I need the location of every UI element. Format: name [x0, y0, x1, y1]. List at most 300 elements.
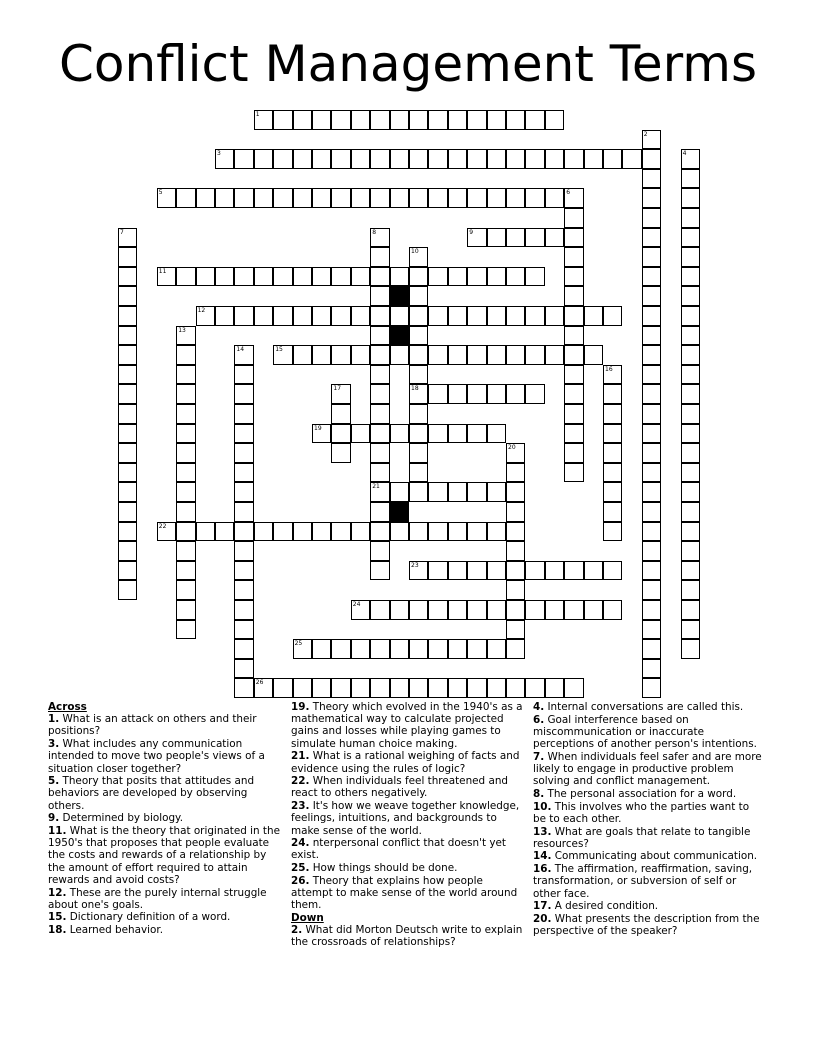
grid-cell[interactable] [234, 188, 253, 208]
grid-cell[interactable] [487, 188, 506, 208]
grid-cell[interactable] [312, 424, 331, 444]
grid-cell[interactable] [351, 522, 370, 542]
grid-cell[interactable] [564, 424, 583, 444]
grid-cell[interactable] [390, 110, 409, 130]
grid-cell[interactable] [331, 149, 350, 169]
grid-cell[interactable] [681, 443, 700, 463]
grid-cell[interactable] [331, 188, 350, 208]
grid-cell[interactable] [351, 345, 370, 365]
grid-cell[interactable] [506, 580, 525, 600]
grid-cell[interactable] [448, 482, 467, 502]
grid-cell[interactable] [409, 443, 428, 463]
grid-cell[interactable] [564, 463, 583, 483]
grid-cell[interactable] [467, 228, 486, 248]
grid-cell[interactable] [234, 541, 253, 561]
grid-cell[interactable] [409, 188, 428, 208]
grid-cell[interactable] [157, 522, 176, 542]
grid-cell[interactable] [642, 345, 661, 365]
grid-cell[interactable] [409, 306, 428, 326]
grid-cell[interactable] [351, 267, 370, 287]
grid-cell[interactable] [506, 267, 525, 287]
grid-cell[interactable] [642, 228, 661, 248]
grid-cell[interactable] [176, 267, 195, 287]
grid-cell[interactable] [293, 110, 312, 130]
grid-cell[interactable] [681, 463, 700, 483]
grid-cell[interactable] [118, 306, 137, 326]
grid-cell[interactable] [351, 188, 370, 208]
grid-cell[interactable] [681, 247, 700, 267]
grid-cell[interactable] [564, 404, 583, 424]
grid-cell[interactable] [603, 561, 622, 581]
grid-cell[interactable] [642, 267, 661, 287]
grid-cell[interactable] [603, 306, 622, 326]
grid-cell[interactable] [351, 424, 370, 444]
grid-cell[interactable] [118, 326, 137, 346]
grid-cell[interactable] [487, 110, 506, 130]
grid-cell[interactable] [642, 463, 661, 483]
grid-cell[interactable] [370, 365, 389, 385]
grid-cell[interactable] [681, 522, 700, 542]
grid-cell[interactable] [545, 110, 564, 130]
grid-cell[interactable] [506, 345, 525, 365]
grid-cell[interactable] [273, 306, 292, 326]
grid-cell[interactable] [506, 306, 525, 326]
grid-cell[interactable] [370, 600, 389, 620]
grid-cell[interactable] [525, 228, 544, 248]
grid-cell[interactable] [428, 110, 447, 130]
grid-cell[interactable] [118, 463, 137, 483]
grid-cell[interactable] [681, 188, 700, 208]
grid-cell[interactable] [428, 188, 447, 208]
grid-cell[interactable] [118, 482, 137, 502]
grid-cell[interactable] [506, 384, 525, 404]
grid-cell[interactable] [273, 267, 292, 287]
grid-cell[interactable] [157, 188, 176, 208]
grid-cell[interactable] [564, 678, 583, 698]
grid-cell[interactable] [312, 267, 331, 287]
grid-cell[interactable] [506, 228, 525, 248]
grid-cell[interactable] [390, 306, 409, 326]
grid-cell[interactable] [642, 659, 661, 679]
grid-cell[interactable] [681, 326, 700, 346]
grid-cell[interactable] [118, 404, 137, 424]
grid-cell[interactable] [467, 424, 486, 444]
grid-cell[interactable] [487, 345, 506, 365]
grid-cell[interactable] [390, 482, 409, 502]
grid-cell[interactable] [642, 326, 661, 346]
grid-cell[interactable] [370, 110, 389, 130]
grid-cell[interactable] [448, 188, 467, 208]
grid-cell[interactable] [681, 384, 700, 404]
grid-cell[interactable] [681, 541, 700, 561]
grid-cell[interactable] [370, 228, 389, 248]
grid-cell[interactable] [681, 208, 700, 228]
grid-cell[interactable] [331, 639, 350, 659]
grid-cell[interactable] [564, 286, 583, 306]
grid-cell[interactable] [176, 600, 195, 620]
grid-cell[interactable] [642, 208, 661, 228]
grid-cell[interactable] [390, 345, 409, 365]
grid-cell[interactable] [487, 267, 506, 287]
grid-cell[interactable] [390, 149, 409, 169]
grid-cell[interactable] [506, 620, 525, 640]
grid-cell[interactable] [564, 247, 583, 267]
grid-cell[interactable] [176, 326, 195, 346]
grid-cell[interactable] [506, 502, 525, 522]
grid-cell[interactable] [370, 267, 389, 287]
grid-cell[interactable] [467, 482, 486, 502]
grid-cell[interactable] [525, 188, 544, 208]
grid-cell[interactable] [642, 149, 661, 169]
grid-cell[interactable] [409, 600, 428, 620]
grid-cell[interactable] [331, 110, 350, 130]
grid-cell[interactable] [176, 561, 195, 581]
grid-cell[interactable] [215, 522, 234, 542]
grid-cell[interactable] [642, 580, 661, 600]
grid-cell[interactable] [564, 326, 583, 346]
grid-cell[interactable] [331, 384, 350, 404]
grid-cell[interactable] [487, 678, 506, 698]
grid-cell[interactable] [118, 384, 137, 404]
grid-cell[interactable] [487, 149, 506, 169]
grid-cell[interactable] [254, 267, 273, 287]
grid-cell[interactable] [176, 188, 195, 208]
grid-cell[interactable] [196, 188, 215, 208]
grid-cell[interactable] [331, 678, 350, 698]
grid-cell[interactable] [506, 463, 525, 483]
grid-cell[interactable] [467, 345, 486, 365]
grid-cell[interactable] [681, 600, 700, 620]
grid-cell[interactable] [234, 659, 253, 679]
grid-cell[interactable] [506, 110, 525, 130]
grid-cell[interactable] [351, 600, 370, 620]
grid-cell[interactable] [564, 306, 583, 326]
grid-cell[interactable] [428, 424, 447, 444]
grid-cell[interactable] [487, 228, 506, 248]
grid-cell[interactable] [467, 522, 486, 542]
grid-cell[interactable] [234, 149, 253, 169]
grid-cell[interactable] [467, 600, 486, 620]
grid-cell[interactable] [176, 522, 195, 542]
grid-cell[interactable] [409, 522, 428, 542]
grid-cell[interactable] [273, 110, 292, 130]
grid-cell[interactable] [273, 678, 292, 698]
grid-cell[interactable] [196, 306, 215, 326]
grid-cell[interactable] [525, 345, 544, 365]
grid-cell[interactable] [642, 424, 661, 444]
grid-cell[interactable] [564, 365, 583, 385]
grid-cell[interactable] [487, 482, 506, 502]
grid-cell[interactable] [603, 149, 622, 169]
grid-cell[interactable] [390, 600, 409, 620]
grid-cell[interactable] [196, 522, 215, 542]
grid-cell[interactable] [467, 188, 486, 208]
grid-cell[interactable] [506, 188, 525, 208]
grid-cell[interactable] [642, 620, 661, 640]
grid-cell[interactable] [370, 463, 389, 483]
grid-cell[interactable] [448, 149, 467, 169]
grid-cell[interactable] [506, 600, 525, 620]
grid-cell[interactable] [176, 541, 195, 561]
grid-cell[interactable] [234, 639, 253, 659]
grid-cell[interactable] [642, 130, 661, 150]
grid-cell[interactable] [448, 424, 467, 444]
grid-cell[interactable] [642, 188, 661, 208]
grid-cell[interactable] [603, 404, 622, 424]
grid-cell[interactable] [293, 149, 312, 169]
grid-cell[interactable] [564, 345, 583, 365]
grid-cell[interactable] [234, 522, 253, 542]
grid-cell[interactable] [370, 188, 389, 208]
grid-cell[interactable] [215, 188, 234, 208]
grid-cell[interactable] [215, 306, 234, 326]
grid-cell[interactable] [448, 522, 467, 542]
grid-cell[interactable] [487, 306, 506, 326]
grid-cell[interactable] [681, 580, 700, 600]
grid-cell[interactable] [409, 424, 428, 444]
grid-cell[interactable] [545, 188, 564, 208]
grid-cell[interactable] [642, 247, 661, 267]
grid-cell[interactable] [118, 443, 137, 463]
grid-cell[interactable] [293, 522, 312, 542]
grid-cell[interactable] [118, 541, 137, 561]
grid-cell[interactable] [390, 424, 409, 444]
grid-cell[interactable] [409, 404, 428, 424]
grid-cell[interactable] [564, 267, 583, 287]
grid-cell[interactable] [293, 188, 312, 208]
grid-cell[interactable] [428, 522, 447, 542]
grid-cell[interactable] [681, 404, 700, 424]
grid-cell[interactable] [312, 522, 331, 542]
grid-cell[interactable] [254, 306, 273, 326]
grid-cell[interactable] [312, 639, 331, 659]
grid-cell[interactable] [506, 541, 525, 561]
grid-cell[interactable] [331, 443, 350, 463]
grid-cell[interactable] [351, 306, 370, 326]
grid-cell[interactable] [370, 424, 389, 444]
grid-cell[interactable] [351, 678, 370, 698]
grid-cell[interactable] [118, 580, 137, 600]
grid-cell[interactable] [603, 424, 622, 444]
grid-cell[interactable] [176, 580, 195, 600]
grid-cell[interactable] [525, 267, 544, 287]
grid-cell[interactable] [312, 345, 331, 365]
grid-cell[interactable] [409, 365, 428, 385]
grid-cell[interactable] [603, 463, 622, 483]
grid-cell[interactable] [642, 384, 661, 404]
grid-cell[interactable] [642, 286, 661, 306]
grid-cell[interactable] [428, 561, 447, 581]
grid-cell[interactable] [409, 345, 428, 365]
grid-cell[interactable] [293, 678, 312, 698]
grid-cell[interactable] [525, 384, 544, 404]
grid-cell[interactable] [564, 561, 583, 581]
grid-cell[interactable] [118, 424, 137, 444]
grid-cell[interactable] [681, 639, 700, 659]
grid-cell[interactable] [370, 345, 389, 365]
grid-cell[interactable] [564, 149, 583, 169]
grid-cell[interactable] [370, 522, 389, 542]
grid-cell[interactable] [370, 384, 389, 404]
grid-cell[interactable] [331, 306, 350, 326]
grid-cell[interactable] [603, 600, 622, 620]
grid-cell[interactable] [312, 188, 331, 208]
grid-cell[interactable] [312, 149, 331, 169]
grid-cell[interactable] [234, 267, 253, 287]
grid-cell[interactable] [506, 561, 525, 581]
grid-cell[interactable] [681, 365, 700, 385]
grid-cell[interactable] [564, 384, 583, 404]
grid-cell[interactable] [157, 267, 176, 287]
grid-cell[interactable] [487, 600, 506, 620]
grid-cell[interactable] [564, 208, 583, 228]
grid-cell[interactable] [234, 404, 253, 424]
grid-cell[interactable] [273, 149, 292, 169]
grid-cell[interactable] [409, 639, 428, 659]
grid-cell[interactable] [603, 384, 622, 404]
grid-cell[interactable] [603, 443, 622, 463]
grid-cell[interactable] [681, 267, 700, 287]
grid-cell[interactable] [215, 149, 234, 169]
grid-cell[interactable] [584, 345, 603, 365]
grid-cell[interactable] [196, 267, 215, 287]
grid-cell[interactable] [254, 522, 273, 542]
grid-cell[interactable] [234, 678, 253, 698]
grid-cell[interactable] [545, 345, 564, 365]
grid-cell[interactable] [448, 678, 467, 698]
grid-cell[interactable] [293, 345, 312, 365]
grid-cell[interactable] [254, 678, 273, 698]
grid-cell[interactable] [564, 188, 583, 208]
grid-cell[interactable] [506, 149, 525, 169]
grid-cell[interactable] [234, 580, 253, 600]
grid-cell[interactable] [312, 306, 331, 326]
grid-cell[interactable] [390, 267, 409, 287]
grid-cell[interactable] [428, 678, 447, 698]
grid-cell[interactable] [370, 639, 389, 659]
grid-cell[interactable] [642, 443, 661, 463]
grid-cell[interactable] [234, 345, 253, 365]
grid-cell[interactable] [409, 482, 428, 502]
grid-cell[interactable] [603, 365, 622, 385]
grid-cell[interactable] [409, 247, 428, 267]
grid-cell[interactable] [584, 561, 603, 581]
grid-cell[interactable] [293, 639, 312, 659]
grid-cell[interactable] [448, 345, 467, 365]
grid-cell[interactable] [176, 384, 195, 404]
grid-cell[interactable] [448, 306, 467, 326]
grid-cell[interactable] [487, 639, 506, 659]
grid-cell[interactable] [681, 149, 700, 169]
grid-cell[interactable] [467, 639, 486, 659]
grid-cell[interactable] [584, 149, 603, 169]
grid-cell[interactable] [118, 345, 137, 365]
grid-cell[interactable] [234, 502, 253, 522]
grid-cell[interactable] [428, 267, 447, 287]
grid-cell[interactable] [584, 306, 603, 326]
grid-cell[interactable] [564, 228, 583, 248]
grid-cell[interactable] [642, 639, 661, 659]
grid-cell[interactable] [409, 561, 428, 581]
grid-cell[interactable] [176, 482, 195, 502]
grid-cell[interactable] [370, 404, 389, 424]
grid-cell[interactable] [331, 522, 350, 542]
grid-cell[interactable] [642, 365, 661, 385]
grid-cell[interactable] [467, 149, 486, 169]
grid-cell[interactable] [487, 522, 506, 542]
grid-cell[interactable] [176, 620, 195, 640]
grid-cell[interactable] [118, 286, 137, 306]
grid-cell[interactable] [409, 286, 428, 306]
grid-cell[interactable] [370, 678, 389, 698]
grid-cell[interactable] [467, 110, 486, 130]
grid-cell[interactable] [448, 110, 467, 130]
grid-cell[interactable] [467, 561, 486, 581]
grid-cell[interactable] [642, 502, 661, 522]
grid-cell[interactable] [234, 424, 253, 444]
grid-cell[interactable] [118, 502, 137, 522]
grid-cell[interactable] [467, 306, 486, 326]
grid-cell[interactable] [234, 600, 253, 620]
grid-cell[interactable] [390, 188, 409, 208]
grid-cell[interactable] [642, 482, 661, 502]
grid-cell[interactable] [487, 384, 506, 404]
grid-cell[interactable] [681, 482, 700, 502]
grid-cell[interactable] [370, 149, 389, 169]
grid-cell[interactable] [506, 678, 525, 698]
grid-cell[interactable] [331, 267, 350, 287]
grid-cell[interactable] [370, 482, 389, 502]
grid-cell[interactable] [681, 345, 700, 365]
grid-cell[interactable] [525, 110, 544, 130]
grid-cell[interactable] [642, 541, 661, 561]
grid-cell[interactable] [370, 247, 389, 267]
grid-cell[interactable] [642, 306, 661, 326]
grid-cell[interactable] [681, 502, 700, 522]
grid-cell[interactable] [118, 247, 137, 267]
grid-cell[interactable] [506, 522, 525, 542]
grid-cell[interactable] [118, 522, 137, 542]
grid-cell[interactable] [390, 639, 409, 659]
grid-cell[interactable] [273, 188, 292, 208]
grid-cell[interactable] [254, 149, 273, 169]
grid-cell[interactable] [118, 228, 137, 248]
grid-cell[interactable] [642, 561, 661, 581]
grid-cell[interactable] [603, 482, 622, 502]
grid-cell[interactable] [428, 149, 447, 169]
grid-cell[interactable] [642, 522, 661, 542]
grid-cell[interactable] [176, 424, 195, 444]
grid-cell[interactable] [234, 463, 253, 483]
grid-cell[interactable] [331, 404, 350, 424]
grid-cell[interactable] [331, 345, 350, 365]
grid-cell[interactable] [234, 620, 253, 640]
grid-cell[interactable] [428, 306, 447, 326]
grid-cell[interactable] [331, 424, 350, 444]
grid-cell[interactable] [176, 404, 195, 424]
grid-cell[interactable] [234, 365, 253, 385]
grid-cell[interactable] [603, 522, 622, 542]
grid-cell[interactable] [487, 424, 506, 444]
grid-cell[interactable] [312, 678, 331, 698]
grid-cell[interactable] [312, 110, 331, 130]
grid-cell[interactable] [448, 600, 467, 620]
grid-cell[interactable] [234, 443, 253, 463]
grid-cell[interactable] [293, 267, 312, 287]
grid-cell[interactable] [681, 169, 700, 189]
grid-cell[interactable] [584, 600, 603, 620]
grid-cell[interactable] [487, 561, 506, 581]
